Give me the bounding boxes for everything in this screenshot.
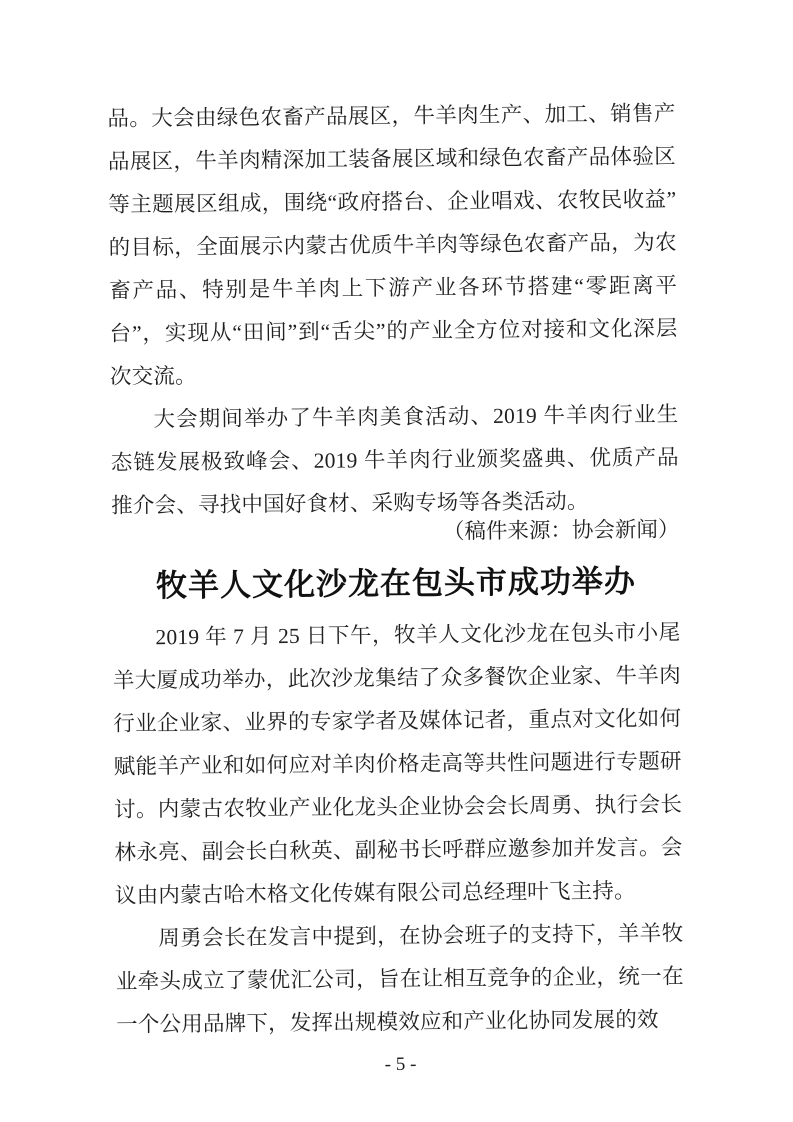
article-paragraph-salon: 2019 年 7 月 25 日下午，牧羊人文化沙龙在包头市小尾羊大厦成功举办，此次沙龙集结了众多餐饮企业家、牛羊肉行业企业家、业界的专家学者及媒体记者，重点对文化如何赋能羊产业和如何应对羊肉价格走高等共性问题进行专题研讨。内蒙古农牧业产业化龙头企业协会会长周勇、执行会长林永亮、副会长白秋英、副秘书长呼群应邀参加并发言。会议由内蒙古哈木格文化传媒有限公司总经理叶飞主持。	[112, 620, 683, 908]
page-number: - 5 -	[384, 1053, 417, 1076]
source-note: （稿件来源：协会新闻）	[442, 517, 680, 544]
prev-article-continuation-paragraph: 品。大会由绿色农畜产品展区，牛羊肉生产、加工、销售产品展区，牛羊肉精深加工装备展区域和绿色农畜产品体验区等主题展区组成，围绕“政府搭台、企业唱戏、农牧民收益”的目标，全面展示内蒙古优质牛羊肉等绿色农畜产品，为农畜产品、特别是牛羊肉上下游产业各环节搭建“零距离平台”，实现从“田间”到“舌尖”的产业全方位对接和文化深层次交流。	[107, 101, 678, 389]
article-paragraph-speech: 周勇会长在发言中提到，在协会班子的支持下，羊羊牧业牵头成立了蒙优汇公司，旨在让相互竞争的企业，统一在一个公用品牌下，发挥出规模效应和产业化协同发展的效	[115, 921, 684, 1037]
page-content	[107, 92, 684, 1082]
prev-article-events-paragraph: 大会期间举办了牛羊肉美食活动、2019 牛羊肉行业生态链发展极致峰会、2019 牛羊肉行业颁奖盛典、优质产品推介会、寻找中国好食材、采购专场等各类活动。	[110, 402, 679, 518]
article-title: 牧羊人文化沙龙在包头市成功举办	[155, 563, 637, 604]
